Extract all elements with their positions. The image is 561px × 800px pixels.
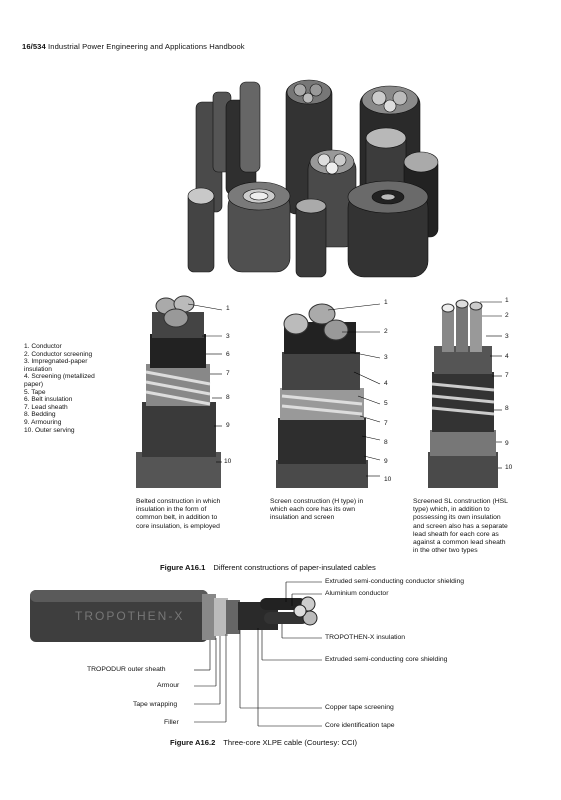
label-core-id-tape: Core identification tape xyxy=(325,722,395,729)
belted-part-number: 7 xyxy=(226,370,230,377)
screen-cable-image xyxy=(270,292,390,492)
legend-item: 1. Conductor xyxy=(24,343,62,350)
caption-line: insulation and screen xyxy=(270,514,335,522)
screen-part-number: 9 xyxy=(384,458,388,465)
figure1-legend xyxy=(24,343,95,434)
caption-line: possessing its own insulation xyxy=(413,514,501,522)
legend-item: 10. Outer serving xyxy=(24,426,75,434)
cable-print-text: TROPOTHEN-X xyxy=(75,609,185,623)
caption-line: insulation in the form of xyxy=(136,506,207,514)
legend-item: 2. Conductor screening xyxy=(24,350,93,358)
book-title: Industrial Power Engineering and Applications Handbook xyxy=(48,42,245,51)
legend-item: 5. Tape xyxy=(24,388,46,396)
figure2-number: Figure A16.2 xyxy=(170,738,216,747)
label-outer-sheath: TROPODUR outer sheath xyxy=(87,666,166,673)
label-filler: Filler xyxy=(164,719,179,726)
label-insulation: TROPOTHEN-X insulation xyxy=(325,634,406,641)
screen-part-number: 7 xyxy=(384,420,388,427)
belted-part-number: 6 xyxy=(226,351,230,358)
screen-part-number: 2 xyxy=(384,328,388,335)
legend-item: 9. Armouring xyxy=(24,418,62,426)
figure2-caption xyxy=(170,738,357,747)
label-armour: Armour xyxy=(157,682,180,689)
sl-part-number: 1 xyxy=(505,297,509,304)
caption-line: common belt, in addition to xyxy=(136,514,218,522)
figure2-title: Three-core XLPE cable (Courtesy: CCI) xyxy=(223,738,358,747)
belted-part-number: 1 xyxy=(226,305,230,312)
legend-item: insulation xyxy=(24,365,52,373)
sl-caption xyxy=(413,498,508,555)
sl-part-number: 10 xyxy=(505,464,513,471)
label-core-shielding: Extruded semi-conducting core shielding xyxy=(325,656,448,663)
sl-part-number: 9 xyxy=(505,440,509,447)
screen-part-number: 4 xyxy=(384,380,388,387)
label-copper-tape: Copper tape screening xyxy=(325,704,394,711)
label-tape-wrapping: Tape wrapping xyxy=(133,701,178,708)
sl-part-number: 8 xyxy=(505,405,509,412)
label-aluminium-conductor: Aluminium conductor xyxy=(325,590,389,597)
sl-part-number: 7 xyxy=(505,372,509,379)
caption-line: which each core has its own xyxy=(270,506,356,514)
legend-item: 3. Impregnated-paper xyxy=(24,358,88,366)
caption-line: and screen also has a separate xyxy=(413,522,508,530)
sl-part-number: 3 xyxy=(505,333,509,340)
sl-part-number: 2 xyxy=(505,312,509,319)
caption-line: Screen construction (H type) in xyxy=(270,498,364,505)
screen-part-number: 1 xyxy=(384,299,388,306)
legend-item: 6. Belt insulation xyxy=(24,396,73,404)
legend-item: 4. Screening (metallized xyxy=(24,373,95,381)
belted-caption xyxy=(136,498,220,531)
screen-caption xyxy=(270,498,363,523)
caption-line: core insulation, is employed xyxy=(136,522,220,530)
legend-item: 7. Lead sheath xyxy=(24,403,68,411)
xlpe-cable-image xyxy=(30,580,330,730)
screen-part-number: 3 xyxy=(384,354,388,361)
caption-line: Screened SL construction (HSL xyxy=(413,498,508,505)
sl-cable-image xyxy=(424,292,514,492)
belted-part-number: 10 xyxy=(224,458,232,465)
belted-part-number: 9 xyxy=(226,422,230,429)
legend-item: 8. Bedding xyxy=(24,411,56,419)
screen-part-number: 10 xyxy=(384,476,392,483)
belted-part-number: 3 xyxy=(226,333,230,340)
sl-part-number: 4 xyxy=(505,353,509,360)
caption-line: type) which, in addition to xyxy=(413,506,490,514)
figure1-caption xyxy=(160,563,376,572)
belted-part-number: 8 xyxy=(226,394,230,401)
page-header xyxy=(22,42,245,51)
label-conductor-shielding: Extruded semi-conducting conductor shielding xyxy=(325,578,465,585)
figure1-number: Figure A16.1 xyxy=(160,563,206,572)
screen-part-number: 5 xyxy=(384,400,388,407)
caption-line: in the other two types xyxy=(413,547,478,555)
legend-item: paper) xyxy=(24,380,44,388)
caption-line: against a common lead sheath xyxy=(413,539,506,547)
caption-line: lead sheath for each core as xyxy=(413,530,499,538)
figure1-title: Different constructions of paper-insulated cables xyxy=(213,563,376,572)
screen-part-number: 8 xyxy=(384,439,388,446)
caption-line: Belted construction in which xyxy=(136,498,221,505)
page-number: 16/534 xyxy=(22,42,46,51)
cables-photo xyxy=(178,62,440,283)
